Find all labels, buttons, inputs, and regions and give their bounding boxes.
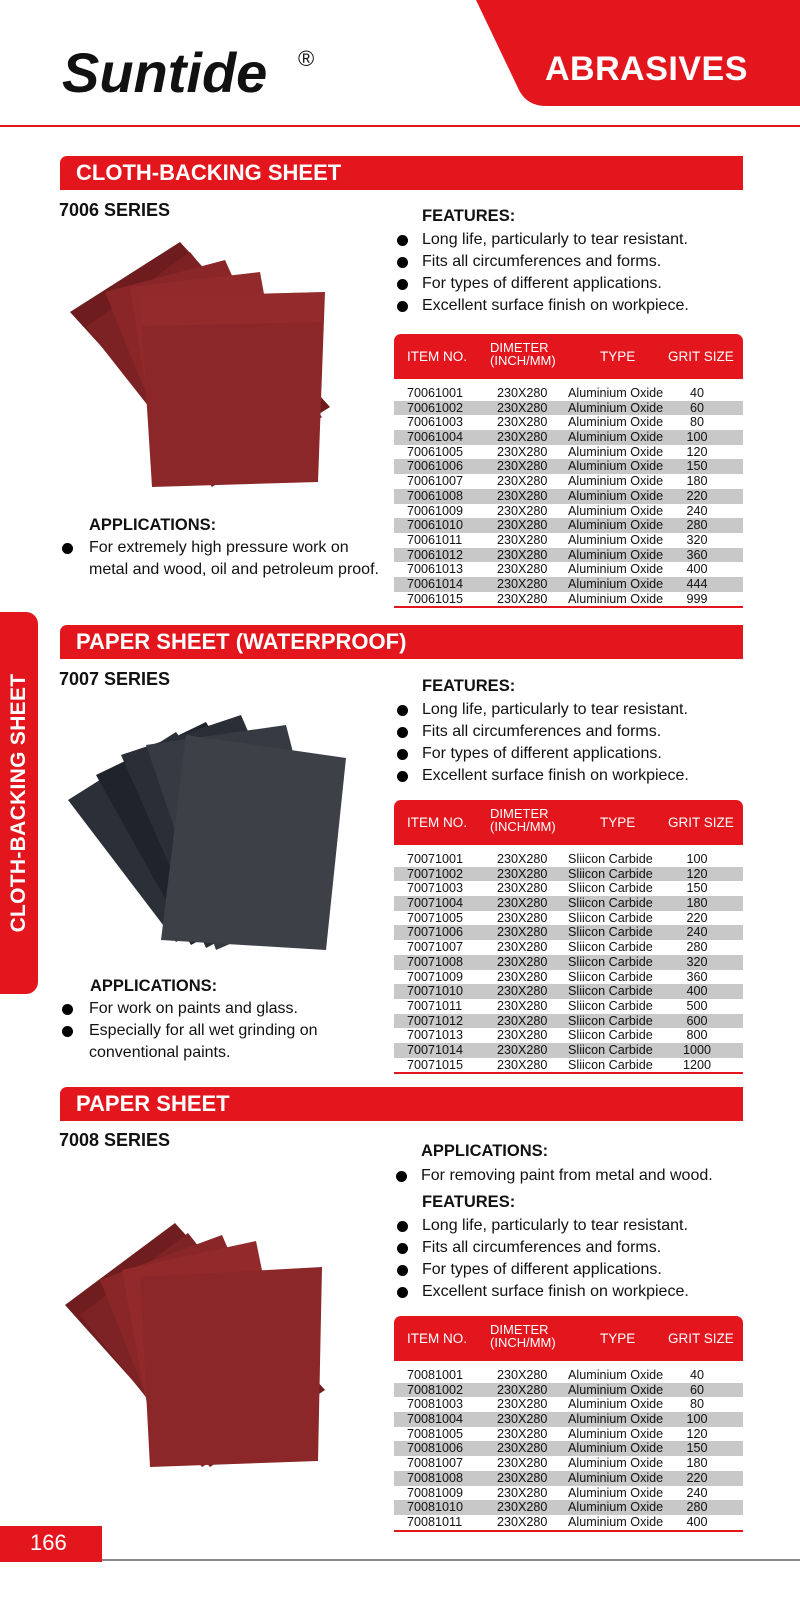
table-row: [394, 940, 743, 955]
table-body: [394, 1368, 743, 1532]
table-row: [394, 592, 743, 607]
table-row: [394, 1427, 743, 1442]
type-cell: Aluminium Oxide: [568, 503, 664, 518]
grit-size-cell: 360: [686, 969, 708, 984]
spec-table: [394, 1316, 743, 1532]
item-number-cell: 70061015: [407, 591, 464, 606]
item-number-cell: 70071001: [407, 852, 464, 866]
grit-size-cell: 60: [689, 400, 704, 415]
type-cell: Aluminium Oxide: [568, 400, 664, 415]
grit-size-cell: 280: [686, 1500, 708, 1515]
grit-size-cell: 120: [686, 1426, 708, 1441]
table-row: [394, 489, 743, 504]
type-cell: Aluminium Oxide: [568, 1426, 664, 1441]
black-sandpaper-product-image: [66, 710, 346, 960]
table-row: [394, 577, 743, 592]
applications-list: [59, 998, 379, 1064]
type-cell: Aluminium Oxide: [568, 1412, 664, 1427]
grit-size-cell: 120: [686, 444, 708, 459]
type-cell: Aluminium Oxide: [568, 1441, 664, 1456]
grit-size-cell: 800: [686, 1028, 708, 1043]
dimension-cell: 230X280: [497, 1470, 548, 1485]
table-row: [394, 459, 743, 474]
grit-size-cell: 220: [686, 1470, 708, 1485]
grit-size-cell: 120: [686, 866, 708, 881]
grit-size-cell: 180: [686, 474, 708, 489]
feature-item: Long life, particularly to tear resistant.: [394, 699, 689, 721]
series-label: 7008 SERIES: [59, 1130, 171, 1150]
table-row: [394, 984, 743, 999]
dimension-cell: 230X280: [497, 474, 548, 489]
item-number-cell: 70071002: [407, 866, 464, 881]
dimension-cell: 230X280: [497, 518, 548, 533]
table-header: [394, 334, 743, 379]
dimension-cell: 230X280: [497, 1382, 548, 1397]
grit-size-cell: 280: [686, 940, 708, 955]
grit-size-cell: 100: [686, 430, 708, 445]
column-header-type: TYPE: [600, 815, 636, 830]
header-category-title: ABRASIVES: [545, 50, 748, 88]
feature-item: For types of different applications.: [394, 743, 689, 765]
grit-size-cell: 100: [686, 1412, 708, 1427]
item-number-cell: 70061005: [407, 444, 464, 459]
column-header-dimension: [490, 1323, 556, 1349]
grit-size-cell: 80: [689, 1397, 704, 1412]
grit-size-cell: 444: [686, 576, 708, 591]
dimension-cell: 230X280: [497, 852, 548, 866]
features-list: [394, 1215, 689, 1303]
type-cell: Sliicon Carbide: [568, 881, 653, 896]
applications-heading: APPLICATIONS:: [421, 1142, 549, 1160]
feature-item: Excellent surface finish on workpiece.: [394, 765, 689, 787]
grit-size-cell: 360: [686, 547, 708, 562]
header-divider: [0, 125, 800, 127]
grit-size-cell: 280: [686, 518, 708, 533]
dimension-cell: 230X280: [497, 459, 548, 474]
spec-table: [394, 800, 743, 1074]
applications-heading: APPLICATIONS:: [89, 516, 217, 534]
item-number-cell: 70061003: [407, 415, 464, 430]
grit-size-cell: 1000: [682, 1042, 712, 1057]
type-cell: Aluminium Oxide: [568, 1382, 664, 1397]
grit-size-cell: 220: [686, 910, 708, 925]
grit-size-cell: 40: [689, 1368, 704, 1382]
grit-size-cell: 320: [686, 532, 708, 547]
grit-size-cell: 100: [686, 852, 708, 866]
table-row: [394, 999, 743, 1014]
dimension-cell: 230X280: [497, 1368, 548, 1382]
item-number-cell: 70061013: [407, 562, 464, 577]
column-header-item: ITEM NO.: [407, 1331, 467, 1346]
column-header-dimension-line2: (INCH/MM): [490, 353, 556, 368]
type-cell: Aluminium Oxide: [568, 474, 664, 489]
dimension-cell: 230X280: [497, 998, 548, 1013]
section-title: PAPER SHEET (WATERPROOF): [76, 629, 407, 654]
application-item: For extremely high pressure work on metal and wood, oil and petroleum proof.: [59, 537, 379, 581]
grit-size-cell: 150: [686, 881, 708, 896]
application-item: Especially for all wet grinding on conventional paints.: [59, 1020, 379, 1064]
type-cell: Aluminium Oxide: [568, 518, 664, 533]
dimension-cell: 230X280: [497, 1485, 548, 1500]
grit-size-cell: 240: [686, 1485, 708, 1500]
item-number-cell: 70061007: [407, 474, 464, 489]
type-cell: Sliicon Carbide: [568, 1057, 653, 1072]
type-cell: Aluminium Oxide: [568, 1368, 664, 1382]
feature-item: Long life, particularly to tear resistant.: [394, 229, 689, 251]
section-banner-paper-sheet: [60, 1087, 743, 1121]
table-row: [394, 518, 743, 533]
column-header-dimension-line2: (INCH/MM): [490, 819, 556, 834]
type-cell: Sliicon Carbide: [568, 969, 653, 984]
table-row: [394, 1456, 743, 1471]
dimension-cell: 230X280: [497, 1426, 548, 1441]
table-row: [394, 533, 743, 548]
feature-item: Fits all circumferences and forms.: [394, 1237, 689, 1259]
type-cell: Aluminium Oxide: [568, 459, 664, 474]
item-number-cell: 70081009: [407, 1485, 464, 1500]
features-heading: FEATURES:: [422, 1193, 516, 1211]
series-label: 7006 SERIES: [59, 200, 171, 220]
dimension-cell: 230X280: [497, 488, 548, 503]
dimension-cell: 230X280: [497, 954, 548, 969]
section-title: CLOTH-BACKING SHEET: [76, 160, 342, 185]
grit-size-cell: 400: [686, 984, 708, 999]
item-number-cell: 70081004: [407, 1412, 464, 1427]
item-number-cell: 70071010: [407, 984, 464, 999]
dimension-cell: 230X280: [497, 910, 548, 925]
dimension-cell: 230X280: [497, 1057, 548, 1072]
spec-table: [394, 334, 743, 608]
table-row: [394, 430, 743, 445]
table-row: [394, 1471, 743, 1486]
table-row: [394, 881, 743, 896]
table-row: [394, 386, 743, 401]
grit-size-cell: 999: [686, 591, 708, 606]
table-header: [394, 1316, 743, 1361]
features-list: [394, 699, 689, 787]
applications-list: [393, 1165, 753, 1187]
brand-logo-text: Suntide: [62, 41, 268, 104]
column-header-dimension-line1: DIMETER: [490, 1322, 549, 1337]
dimension-cell: 230X280: [497, 925, 548, 940]
table-row: [394, 1043, 743, 1058]
item-number-cell: 70071004: [407, 896, 464, 911]
section-banner-paper-waterproof: [60, 625, 743, 659]
type-cell: Aluminium Oxide: [568, 444, 664, 459]
grit-size-cell: 150: [686, 1441, 708, 1456]
grit-size-cell: 400: [686, 1514, 708, 1529]
grit-size-cell: 60: [689, 1382, 704, 1397]
table-row: [394, 1515, 743, 1530]
item-number-cell: 70071006: [407, 925, 464, 940]
dimension-cell: 230X280: [497, 444, 548, 459]
table-row: [394, 1368, 743, 1383]
item-number-cell: 70081006: [407, 1441, 464, 1456]
grit-size-cell: 1200: [682, 1057, 712, 1072]
item-number-cell: 70061004: [407, 430, 464, 445]
features-list: [394, 229, 689, 317]
features-heading: FEATURES:: [422, 677, 516, 695]
type-cell: Aluminium Oxide: [568, 1514, 664, 1529]
type-cell: Aluminium Oxide: [568, 386, 664, 400]
table-row: [394, 1412, 743, 1427]
grit-size-cell: 180: [686, 896, 708, 911]
dimension-cell: 230X280: [497, 1042, 548, 1057]
column-header-grit: GRIT SIZE: [668, 349, 734, 364]
item-number-cell: 70071013: [407, 1028, 464, 1043]
type-cell: Sliicon Carbide: [568, 1042, 653, 1057]
applications-heading: APPLICATIONS:: [90, 977, 218, 995]
feature-item: For types of different applications.: [394, 273, 689, 295]
dimension-cell: 230X280: [497, 1013, 548, 1028]
feature-item: Long life, particularly to tear resistant.: [394, 1215, 689, 1237]
table-row: [394, 474, 743, 489]
table-row: [394, 1397, 743, 1412]
type-cell: Aluminium Oxide: [568, 1456, 664, 1471]
grit-size-cell: 180: [686, 1456, 708, 1471]
type-cell: Sliicon Carbide: [568, 910, 653, 925]
registered-mark: ®: [298, 46, 315, 71]
item-number-cell: 70071005: [407, 910, 464, 925]
feature-item: Fits all circumferences and forms.: [394, 251, 689, 273]
applications-list: [59, 537, 379, 581]
table-row: [394, 970, 743, 985]
grit-size-cell: 500: [686, 998, 708, 1013]
item-number-cell: 70081003: [407, 1397, 464, 1412]
dimension-cell: 230X280: [497, 1500, 548, 1515]
type-cell: Sliicon Carbide: [568, 852, 653, 866]
table-row: [394, 415, 743, 430]
column-header-dimension-line1: DIMETER: [490, 340, 549, 355]
grit-size-cell: 600: [686, 1013, 708, 1028]
footer-divider: [102, 1559, 800, 1561]
dimension-cell: 230X280: [497, 969, 548, 984]
column-header-grit: GRIT SIZE: [668, 815, 734, 830]
table-row: [394, 911, 743, 926]
column-header-dimension: [490, 341, 556, 367]
type-cell: Sliicon Carbide: [568, 896, 653, 911]
table-body: [394, 386, 743, 608]
type-cell: Aluminium Oxide: [568, 1485, 664, 1500]
dimension-cell: 230X280: [497, 562, 548, 577]
item-number-cell: 70081010: [407, 1500, 464, 1515]
grit-size-cell: 40: [689, 386, 704, 400]
type-cell: Aluminium Oxide: [568, 562, 664, 577]
item-number-cell: 70071009: [407, 969, 464, 984]
type-cell: Aluminium Oxide: [568, 547, 664, 562]
red-sandpaper-product-image: [60, 1205, 340, 1480]
section-title: PAPER SHEET: [76, 1091, 230, 1116]
column-header-grit: GRIT SIZE: [668, 1331, 734, 1346]
table-row: [394, 1014, 743, 1029]
type-cell: Aluminium Oxide: [568, 1397, 664, 1412]
table-row: [394, 504, 743, 519]
type-cell: Aluminium Oxide: [568, 430, 664, 445]
table-row: [394, 562, 743, 577]
type-cell: Sliicon Carbide: [568, 1028, 653, 1043]
item-number-cell: 70061014: [407, 576, 464, 591]
item-number-cell: 70081007: [407, 1456, 464, 1471]
table-row: [394, 401, 743, 416]
dimension-cell: 230X280: [497, 984, 548, 999]
dimension-cell: 230X280: [497, 576, 548, 591]
dimension-cell: 230X280: [497, 547, 548, 562]
grit-size-cell: 150: [686, 459, 708, 474]
column-header-type: TYPE: [600, 1331, 636, 1346]
item-number-cell: 70061012: [407, 547, 464, 562]
dimension-cell: 230X280: [497, 1412, 548, 1427]
type-cell: Sliicon Carbide: [568, 866, 653, 881]
type-cell: Sliicon Carbide: [568, 940, 653, 955]
dimension-cell: 230X280: [497, 415, 548, 430]
dimension-cell: 230X280: [497, 1397, 548, 1412]
type-cell: Sliicon Carbide: [568, 925, 653, 940]
type-cell: Aluminium Oxide: [568, 488, 664, 503]
item-number-cell: 70081002: [407, 1382, 464, 1397]
item-number-cell: 70061002: [407, 400, 464, 415]
table-row: [394, 1028, 743, 1043]
type-cell: Aluminium Oxide: [568, 591, 664, 606]
table-row: [394, 1486, 743, 1501]
dimension-cell: 230X280: [497, 866, 548, 881]
item-number-cell: 70071003: [407, 881, 464, 896]
type-cell: Sliicon Carbide: [568, 954, 653, 969]
table-row: [394, 955, 743, 970]
type-cell: Sliicon Carbide: [568, 998, 653, 1013]
table-row: [394, 1500, 743, 1515]
features-heading: FEATURES:: [422, 207, 516, 225]
column-header-type: TYPE: [600, 349, 636, 364]
type-cell: Sliicon Carbide: [568, 984, 653, 999]
item-number-cell: 70061009: [407, 503, 464, 518]
table-row: [394, 852, 743, 867]
grit-size-cell: 240: [686, 925, 708, 940]
table-row: [394, 548, 743, 563]
side-category-label: CLOTH-BACKING SHEET: [7, 673, 30, 933]
feature-item: Excellent surface finish on workpiece.: [394, 295, 689, 317]
dimension-cell: 230X280: [497, 386, 548, 400]
series-label: 7007 SERIES: [59, 669, 171, 689]
grit-size-cell: 400: [686, 562, 708, 577]
column-header-item: ITEM NO.: [407, 349, 467, 364]
column-header-dimension-line2: (INCH/MM): [490, 1335, 556, 1350]
feature-item: For types of different applications.: [394, 1259, 689, 1281]
application-item: For removing paint from metal and wood.: [393, 1165, 753, 1187]
grit-size-cell: 80: [689, 415, 704, 430]
item-number-cell: 70071008: [407, 954, 464, 969]
item-number-cell: 70081011: [407, 1514, 463, 1529]
dimension-cell: 230X280: [497, 532, 548, 547]
grit-size-cell: 320: [686, 954, 708, 969]
section-banner-cloth-backing: [60, 156, 743, 190]
type-cell: Aluminium Oxide: [568, 1500, 664, 1515]
page-number: 166: [30, 1530, 67, 1555]
dimension-cell: 230X280: [497, 881, 548, 896]
grit-size-cell: 220: [686, 488, 708, 503]
item-number-cell: 70071014: [407, 1042, 464, 1057]
dimension-cell: 230X280: [497, 503, 548, 518]
item-number-cell: 70081005: [407, 1426, 464, 1441]
table-row: [394, 925, 743, 940]
column-header-item: ITEM NO.: [407, 815, 467, 830]
dimension-cell: 230X280: [497, 940, 548, 955]
brand-logo: [62, 40, 332, 120]
table-row: [394, 1383, 743, 1398]
dimension-cell: 230X280: [497, 430, 548, 445]
item-number-cell: 70061010: [407, 518, 464, 533]
item-number-cell: 70061001: [407, 386, 464, 400]
type-cell: Aluminium Oxide: [568, 415, 664, 430]
item-number-cell: 70081008: [407, 1470, 464, 1485]
item-number-cell: 70081001: [407, 1368, 464, 1382]
column-header-dimension-line1: DIMETER: [490, 806, 549, 821]
dimension-cell: 230X280: [497, 1441, 548, 1456]
table-row: [394, 896, 743, 911]
table-row: [394, 445, 743, 460]
dimension-cell: 230X280: [497, 1028, 548, 1043]
table-header: [394, 800, 743, 845]
item-number-cell: 70061006: [407, 459, 464, 474]
dimension-cell: 230X280: [497, 896, 548, 911]
type-cell: Aluminium Oxide: [568, 1470, 664, 1485]
feature-item: Excellent surface finish on workpiece.: [394, 1281, 689, 1303]
type-cell: Sliicon Carbide: [568, 1013, 653, 1028]
item-number-cell: 70071007: [407, 940, 464, 955]
item-number-cell: 70061008: [407, 488, 464, 503]
application-item: For work on paints and glass.: [59, 998, 379, 1020]
table-row: [394, 1058, 743, 1073]
item-number-cell: 70061011: [407, 532, 463, 547]
column-header-dimension: [490, 807, 556, 833]
item-number-cell: 70071012: [407, 1013, 464, 1028]
table-body: [394, 852, 743, 1074]
feature-item: Fits all circumferences and forms.: [394, 721, 689, 743]
type-cell: Aluminium Oxide: [568, 576, 664, 591]
table-row: [394, 1441, 743, 1456]
item-number-cell: 70071011: [407, 998, 463, 1013]
dimension-cell: 230X280: [497, 591, 548, 606]
dimension-cell: 230X280: [497, 1514, 548, 1529]
type-cell: Aluminium Oxide: [568, 532, 664, 547]
dimension-cell: 230X280: [497, 400, 548, 415]
red-sandpaper-product-image: [60, 232, 340, 507]
dimension-cell: 230X280: [497, 1456, 548, 1471]
item-number-cell: 70071015: [407, 1057, 464, 1072]
grit-size-cell: 240: [686, 503, 708, 518]
table-row: [394, 867, 743, 882]
